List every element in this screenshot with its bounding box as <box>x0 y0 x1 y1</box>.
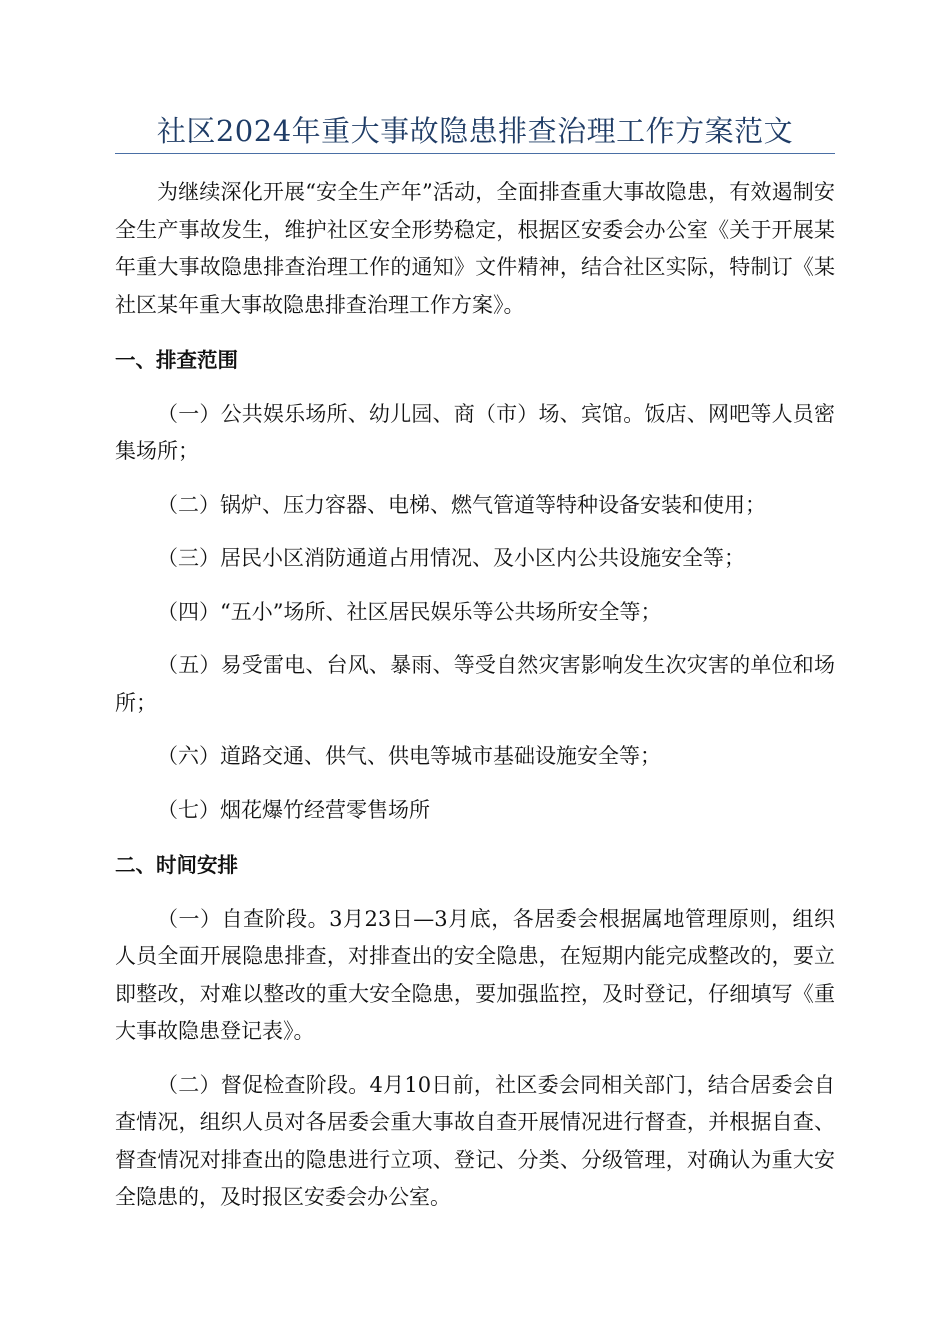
scope-item-5: （五）易受雷电、台风、暴雨、等受自然灾害影响发生次灾害的单位和场所； <box>115 653 835 715</box>
title-block <box>115 110 835 156</box>
section-heading-schedule: 二、时间安排 <box>115 853 238 877</box>
scope-item-1: （一）公共娱乐场所、幼儿园、商（市）场、宾馆。饭店、网吧等人员密集场所； <box>115 401 835 463</box>
title-underline <box>115 153 835 154</box>
scope-item-7: （七）烟花爆竹经营零售场所 <box>157 797 430 822</box>
document-title: 社区2024年重大事故隐患排查治理工作方案范文 <box>156 114 794 148</box>
scope-item-4: （四）“五小”场所、社区居民娱乐等公共场所安全等； <box>157 599 662 624</box>
schedule-item-1: （一）自查阶段。3月23日—3月底，各居委会根据属地管理原则，组织人员全面开展隐患排查，对排查出的安全隐患，在短期内能完成整改的，要立即整改，对难以整改的重大安全隐患，要加强监控，及时登记，仔细填写《重大事故隐患登记表》。 <box>115 906 835 1043</box>
schedule-item-2: （二）督促检查阶段。4月10日前，社区委会同相关部门，结合居委会自查情况，组织人员对各居委会重大事故自查开展情况进行督查，并根据自查、督查情况对排查出的隐患进行立项、登记、分类、分级管理，对确认为重大安全隐患的，及时报区安委会办公室。 <box>115 1072 835 1209</box>
scope-item-2: （二）锅炉、压力容器、电梯、燃气管道等特种设备安装和使用； <box>157 492 766 517</box>
scope-item-3: （三）居民小区消防通道占用情况、及小区内公共设施安全等； <box>157 546 745 570</box>
intro-paragraph: 为继续深化开展“安全生产年”活动，全面排查重大事故隐患，有效遏制安全生产事故发生，维护社区安全形势稳定，根据区安委会办公室《关于开展某年重大事故隐患排查治理工作的通知》文件精神，结合社区实际，特制订《某社区某年重大事故隐患排查治理工作方案》。 <box>115 180 835 317</box>
scope-item-6: （六）道路交通、供气、供电等城市基础设施安全等； <box>157 744 661 768</box>
document-body <box>115 174 835 1217</box>
section-heading-scope: 一、排查范围 <box>115 348 238 372</box>
